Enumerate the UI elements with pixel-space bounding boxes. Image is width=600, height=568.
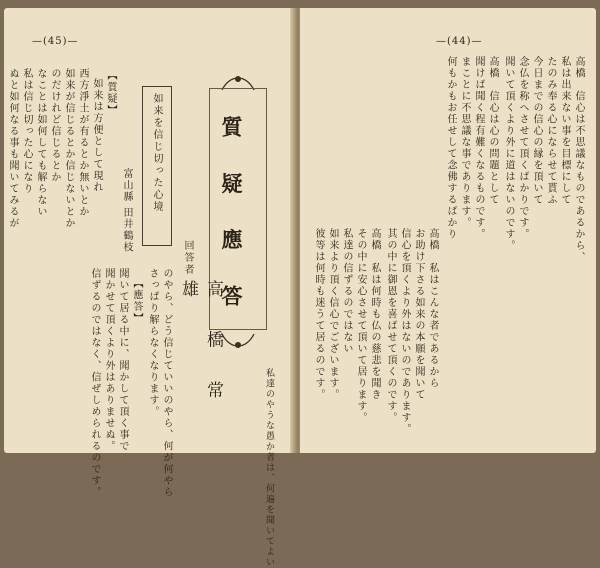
text-line: 今日までの信心の縁を頂いて [531, 56, 542, 206]
left-page [4, 8, 296, 568]
page-number-left: —(45)— [32, 36, 79, 47]
text-line: 私達の信ずるのではない [341, 228, 352, 355]
text-line: のだけれど信じるとか [49, 68, 60, 183]
right-page [300, 8, 596, 453]
respondent-name: 高 橋 常 雄 [178, 280, 223, 412]
text-line: 【應答】 [131, 278, 142, 324]
text-line: 高橋 信心は心の問題として [487, 56, 498, 206]
question-heading: 如来を信じ切った心境 [151, 93, 162, 213]
questioner: 富山縣 田井鶴枝 [121, 168, 132, 254]
text-line: 聞いて頂くより外に道はないのです。 [503, 56, 514, 252]
text-line: ぬと如何なる事も聞いてみるが [7, 68, 18, 229]
text-line: のやら、どう信じていいのやら、何が何やら [161, 268, 172, 498]
text-line: 【質疑】 [105, 70, 116, 116]
text-line: 如来が信じるとか信じないとか [63, 68, 74, 229]
page-number-right: —(44)— [436, 36, 483, 47]
text-line: 聞いて居る中に、聞かして頂く事で [117, 268, 128, 452]
question-heading-box [142, 86, 172, 246]
text-line: 念仏を称へさせて頂くばかりです。 [517, 56, 528, 240]
text-line: 如来より頂く信心でございます。 [327, 228, 338, 401]
text-line: その中に安心させて頂いて居ります。 [355, 228, 366, 424]
text-line: お助け下さる如来の本願を聞いて [413, 228, 424, 401]
text-line: 如来は方便として現れ [91, 78, 102, 193]
text-line: 高橋 私はこんな者であるから [427, 228, 438, 389]
text-line: 西方淨土が有るとか無いとか [77, 68, 88, 218]
text-line: 聞かせて頂くより外はありませぬ。 [103, 268, 114, 452]
text-line: 高橋 私は何時も仏の慈悲を聞き [369, 228, 380, 401]
text-line: 聞けば聞く程有難くなるものです。 [473, 56, 484, 240]
text-line: 私は信じ切った心になり [21, 68, 32, 195]
text-line: 私達のやうな愚か者は、何遍を聞いてよい [264, 368, 274, 568]
text-line: 高橋 信心は不思議なものであるから、 [573, 56, 584, 263]
respondent-label: 回答者 [182, 240, 193, 276]
text-line: 彼等は何時も迷うて居るのです。 [313, 228, 324, 401]
text-line: まことに不思議な事であります。 [459, 56, 470, 229]
text-line: 其の中に御恩を喜ばせて頂くのです。 [385, 228, 396, 424]
column-title: 質 疑 應 答 [219, 116, 244, 320]
text-line: なことは如何しても解らない [35, 68, 46, 218]
text-line: さっぱり解らなくなります。 [147, 268, 158, 418]
text-line: 私は出来ない事を目標にして [559, 56, 570, 206]
text-line: 信ずるのではなく、信ぜしめられるのです。 [89, 268, 100, 498]
text-line: 何もかもお任せして念佛するばかり [445, 56, 456, 240]
text-line: 信心を頂くより外はないのであります。 [399, 228, 410, 435]
text-line: たのみ奉る心にならせて貰ふ [545, 56, 556, 206]
